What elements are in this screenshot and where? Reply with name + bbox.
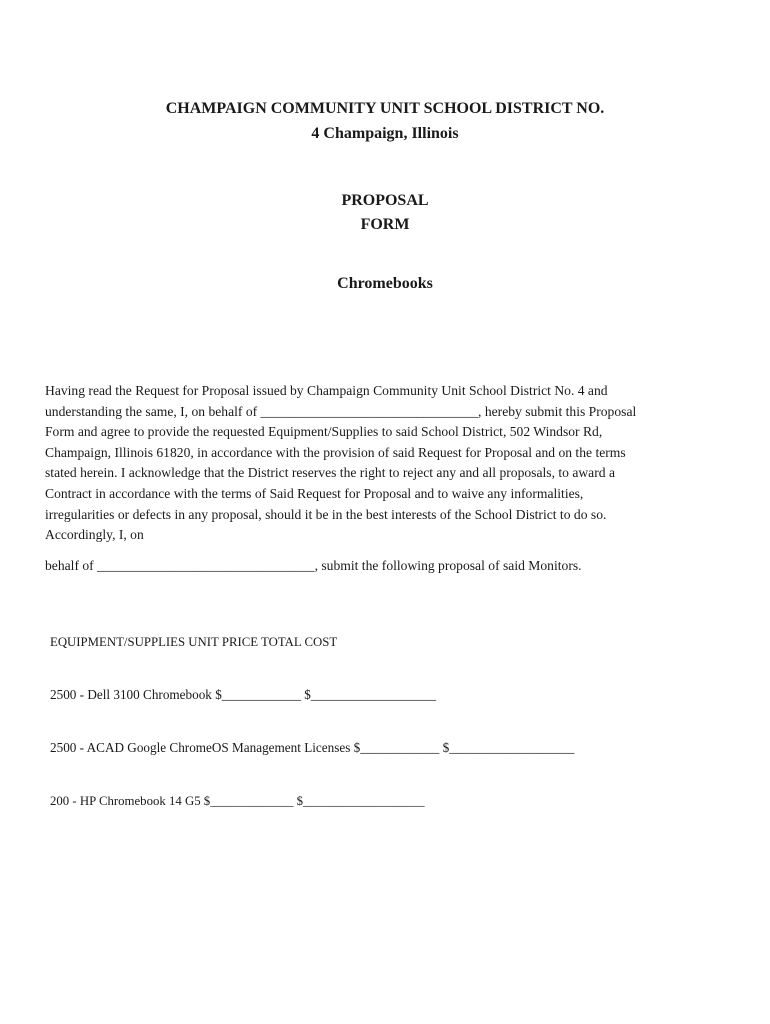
paragraph-line: Having read the Request for Proposal issued by Champaign Community Unit School District No. 4 and: [45, 383, 608, 398]
paragraph-line: Contract in accordance with the terms of Said Request for Proposal and to waive any informalities,: [45, 485, 584, 501]
proposal-statement-paragraph: [45, 381, 725, 546]
behalf-line: behalf of ________________________________, submit the following proposal of said Monitors.: [45, 558, 582, 573]
district-location-heading: 4 Champaign, Illinois: [311, 125, 459, 142]
price-item-row: 2500 - Dell 3100 Chromebook $____________ $___________________: [50, 687, 437, 702]
paragraph-line: understanding the same, I, on behalf of ________________________________, hereby submit this Proposal: [45, 403, 637, 419]
form-subject: Chromebooks: [337, 275, 433, 292]
paragraph-line: Accordingly, I, on: [45, 527, 144, 543]
price-item-row: 2500 - ACAD Google ChromeOS Management Licenses $____________ $___________________: [50, 740, 575, 755]
behalf-statement: [45, 556, 725, 577]
price-item-row: 200 - HP Chromebook 14 G5 $_____________ $___________________: [50, 794, 425, 808]
form-title-line-1: PROPOSAL: [341, 192, 429, 209]
form-title-line-2: FORM: [360, 216, 410, 233]
district-name-heading: CHAMPAIGN COMMUNITY UNIT SCHOOL DISTRICT NO.: [165, 100, 605, 117]
paragraph-line: stated herein. I acknowledge that the District reserves the right to reject any and all proposals, to award a: [45, 465, 615, 481]
paragraph-line: Champaign, Illinois 61820, in accordance with the provision of said Request for Proposal and on the terms: [45, 444, 626, 460]
paragraph-line: Form and agree to provide the requested Equipment/Supplies to said School District, 502 Windsor Rd,: [45, 424, 603, 440]
price-table-header: EQUIPMENT/SUPPLIES UNIT PRICE TOTAL COST: [50, 635, 338, 649]
paragraph-line: irregularities or defects in any proposal, should it be in the best interests of the School District to do so.: [45, 506, 607, 522]
